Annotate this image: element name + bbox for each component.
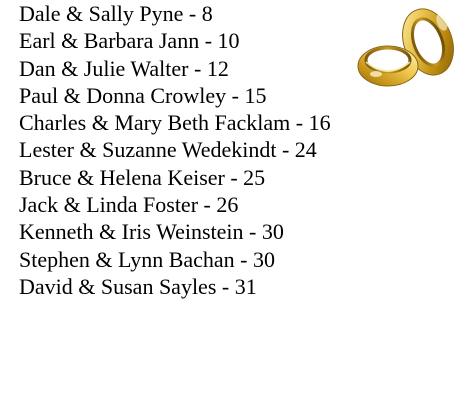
anniversary-item: Jack & Linda Foster - 26 [19,192,239,218]
anniversary-list [19,0,331,300]
anniversary-item: Stephen & Lynn Bachan - 30 [19,246,276,272]
anniversary-item: Earl & Barbara Jann - 10 [19,28,240,54]
anniversary-item: Dale & Sally Pyne - 8 [19,1,213,26]
anniversary-item: Charles & Mary Beth Facklam - 16 [19,110,331,136]
anniversary-item: Paul & Donna Crowley - 15 [19,82,267,108]
anniversary-item: Lester & Suzanne Wedekindt - 24 [19,137,317,163]
anniversary-item: Bruce & Helena Keiser - 25 [19,164,266,190]
anniversary-item: David & Susan Sayles - 31 [19,273,257,299]
anniversary-item: Kenneth & Iris Weinstein - 30 [19,219,284,245]
wedding-rings-icon [350,0,465,100]
anniversary-item: Dan & Julie Walter - 12 [19,55,229,81]
